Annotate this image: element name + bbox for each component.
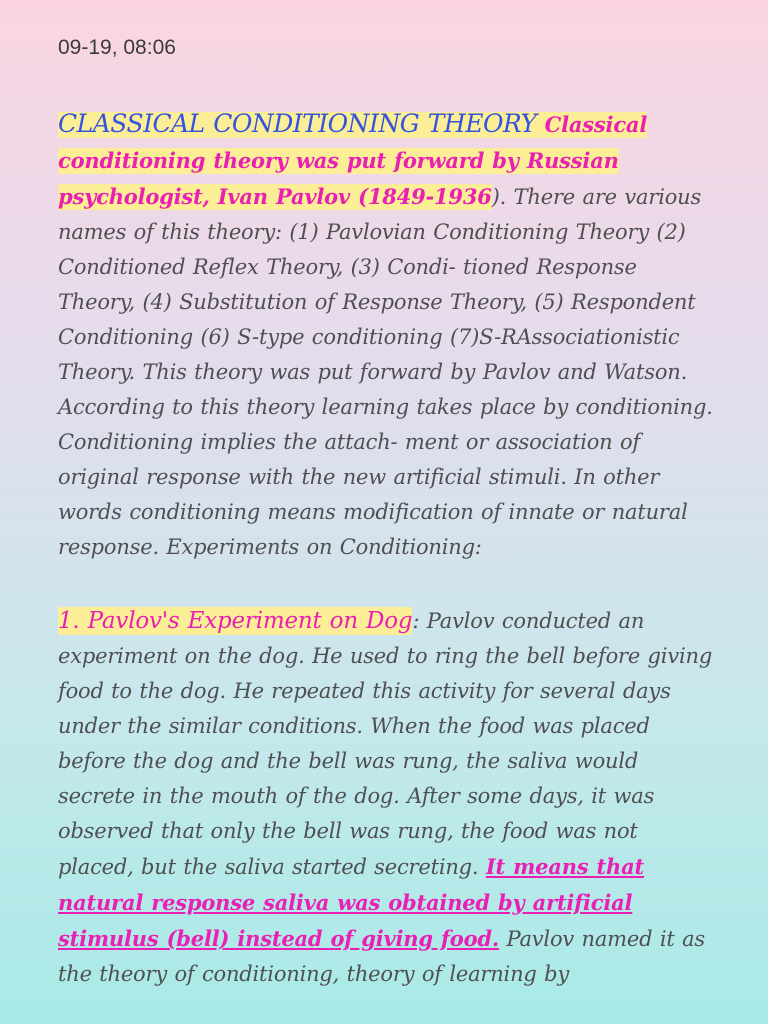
section-heading-pavlov-experiment: 1. Pavlov's Experiment on Dog [58, 608, 413, 634]
paragraph-body-start: : Pavlov conducted an experiment on the dog. He used to ring the bell before giving food to the dog. He repeated this activity for several days under the similar conditions. When the food was placed before the dog and the bell was rung, the saliva would secrete in the mouth of the dog. After some days, it was observed that only the bell was rung, the food was not placed, but the saliva started secreting. [58, 609, 713, 879]
intro-highlight-text: Classical conditioning theory was put forward by Russian psychologist, Ivan Pavlov (1849-1936 [58, 112, 648, 209]
close-paren: ) [491, 185, 500, 209]
section-heading-classical-conditioning: CLASSICAL CONDITIONING THEORY [58, 109, 537, 138]
paragraph-body-end: Pavlov named it as the theory of conditioning, theory of learning by [58, 927, 705, 986]
paragraph-classical-conditioning [58, 106, 718, 565]
note-timestamp: 09-19, 08:06 [58, 36, 176, 59]
emphasis-text: It means that natural response saliva was obtained by artificial stimulus (bell) instead of giving food. [58, 854, 644, 951]
paragraph-body: . There are various names of this theory: (1) Pavlovian Conditioning Theory (2) Conditioned Reflex Theory, (3) Condi- tioned Response Theory, (4) Substitution of Response Theory, (5) Respondent Conditioning (6) S-type conditioning (7)S-RAssociationistic Theory. This theory was put forward by Pavlov and Watson. According to this theory learning takes place by conditioning. Conditioning implies the attach- ment or association of original response with the new artificial stimuli. In other words conditioning means modification of innate or natural response. Experiments on Conditioning: [58, 185, 713, 559]
paragraph-pavlov-experiment [58, 604, 718, 992]
